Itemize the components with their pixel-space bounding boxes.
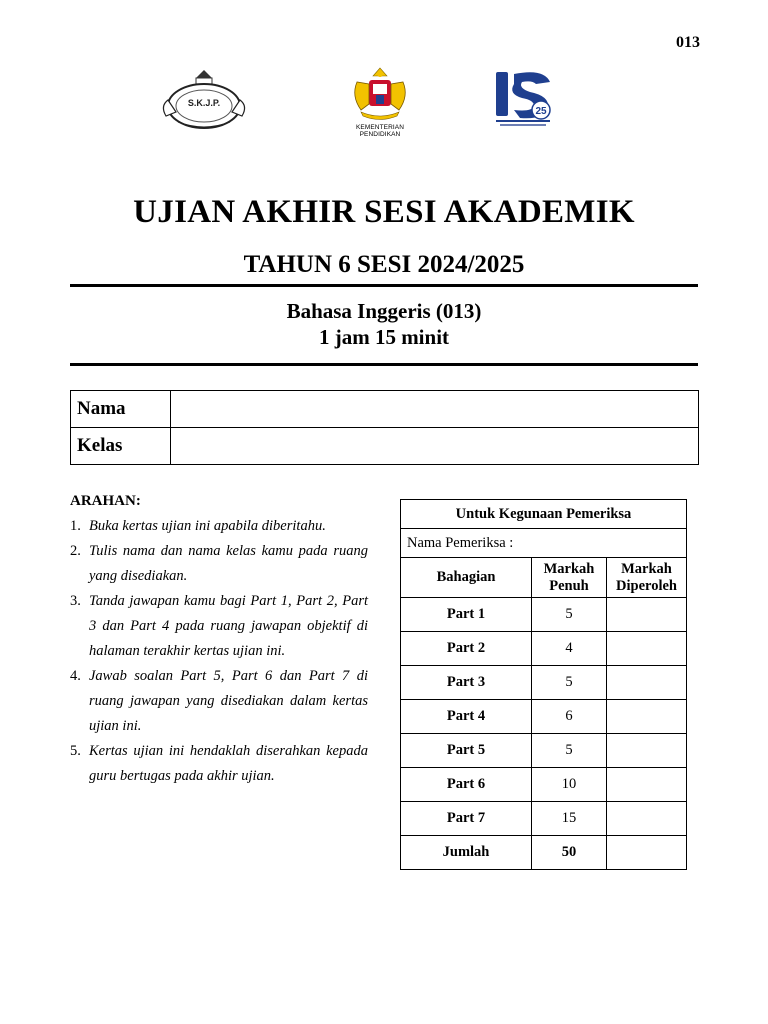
instruction-text: Kertas ujian ini hendaklah diserahkan kepada guru bertugas pada akhir ujian. — [89, 743, 368, 784]
class-field[interactable] — [171, 428, 699, 465]
name-field[interactable] — [171, 391, 699, 428]
school-logo — [156, 66, 252, 134]
obtained-marks[interactable] — [607, 700, 687, 734]
divider-top — [70, 284, 698, 287]
full-marks: 5 — [532, 666, 607, 700]
instruction-text: Tulis nama dan nama kelas kamu pada ruang yang disediakan. — [89, 543, 368, 584]
instruction-number: 1. — [70, 518, 81, 534]
marks-row — [401, 734, 687, 768]
header-full-marks: Markah Penuh — [532, 558, 607, 598]
marks-row — [401, 700, 687, 734]
instructions — [70, 493, 368, 789]
obtained-marks[interactable] — [607, 598, 687, 632]
total-obtained-marks[interactable] — [607, 836, 687, 870]
part-name: Part 3 — [401, 666, 532, 700]
instruction-number: 5. — [70, 743, 81, 759]
ministry-logo — [335, 66, 425, 136]
obtained-marks[interactable] — [607, 734, 687, 768]
examiner-name-row — [401, 529, 687, 558]
obtained-marks[interactable] — [607, 666, 687, 700]
full-marks: 5 — [532, 734, 607, 768]
part-name: Part 5 — [401, 734, 532, 768]
divider-bottom — [70, 363, 698, 366]
instruction-item — [70, 589, 368, 664]
obtained-marks[interactable] — [607, 632, 687, 666]
logo-strip — [0, 66, 768, 136]
instruction-item — [70, 739, 368, 789]
student-identity-table — [70, 390, 699, 465]
full-marks: 4 — [532, 632, 607, 666]
header-obtained-marks: Markah Diperoleh — [607, 558, 687, 598]
paper-code: 013 — [676, 34, 700, 51]
examiner-marks-table — [400, 499, 687, 870]
name-label: Nama — [71, 391, 171, 428]
part-name: Part 2 — [401, 632, 532, 666]
part-name: Part 4 — [401, 700, 532, 734]
total-full-marks: 50 — [532, 836, 607, 870]
full-marks: 10 — [532, 768, 607, 802]
exam-duration: 1 jam 15 minit — [318, 325, 450, 349]
part-name: Part 6 — [401, 768, 532, 802]
marks-row — [401, 632, 687, 666]
part-name: Part 7 — [401, 802, 532, 836]
instruction-text: Jawab soalan Part 5, Part 6 dan Part 7 di ruang jawapan yang disediakan dalam kertas ujian ini. — [89, 668, 368, 734]
instructions-heading: ARAHAN: — [70, 493, 141, 509]
marks-row — [401, 802, 687, 836]
header-section: Bahagian — [401, 558, 532, 598]
instruction-number: 3. — [70, 593, 81, 609]
full-marks: 6 — [532, 700, 607, 734]
obtained-marks[interactable] — [607, 768, 687, 802]
obtained-marks[interactable] — [607, 802, 687, 836]
instruction-number: 2. — [70, 543, 81, 559]
instruction-text: Buka kertas ujian ini apabila diberitahu. — [89, 518, 326, 534]
instruction-number: 4. — [70, 668, 81, 684]
school-logo-text: S.K.J.P. — [187, 98, 221, 108]
instructions-list — [70, 514, 368, 789]
instruction-text: Tanda jawapan kamu bagi Part 1, Part 2, Part 3 dan Part 4 pada ruang jawapan objektif di halaman terakhir kertas ujian ini. — [89, 593, 368, 659]
examiner-table-title: Untuk Kegunaan Pemeriksa — [401, 500, 687, 529]
marks-header-row — [401, 558, 687, 598]
anniversary-logo — [492, 66, 558, 128]
examiner-table-title-row — [401, 500, 687, 529]
instruction-item — [70, 514, 368, 539]
subject-name: Bahasa Inggeris (013) — [286, 299, 482, 323]
marks-row — [401, 598, 687, 632]
name-row — [71, 391, 699, 428]
full-marks: 5 — [532, 598, 607, 632]
class-label: Kelas — [71, 428, 171, 465]
instruction-item — [70, 664, 368, 739]
part-name: Part 1 — [401, 598, 532, 632]
anniversary-logo-text: 25 — [535, 106, 547, 117]
class-row — [71, 428, 699, 465]
subject-block — [0, 298, 768, 350]
marks-row — [401, 666, 687, 700]
full-marks: 15 — [532, 802, 607, 836]
total-label: Jumlah — [401, 836, 532, 870]
ministry-caption: KEMENTERIAN PENDIDIKAN — [355, 124, 405, 138]
exam-title: UJIAN AKHIR SESI AKADEMIK — [133, 194, 635, 230]
total-row — [401, 836, 687, 870]
marks-row — [401, 768, 687, 802]
instruction-item — [70, 539, 368, 589]
examiner-name-field[interactable]: Nama Pemeriksa : — [401, 529, 687, 558]
exam-subtitle: TAHUN 6 SESI 2024/2025 — [243, 251, 525, 278]
